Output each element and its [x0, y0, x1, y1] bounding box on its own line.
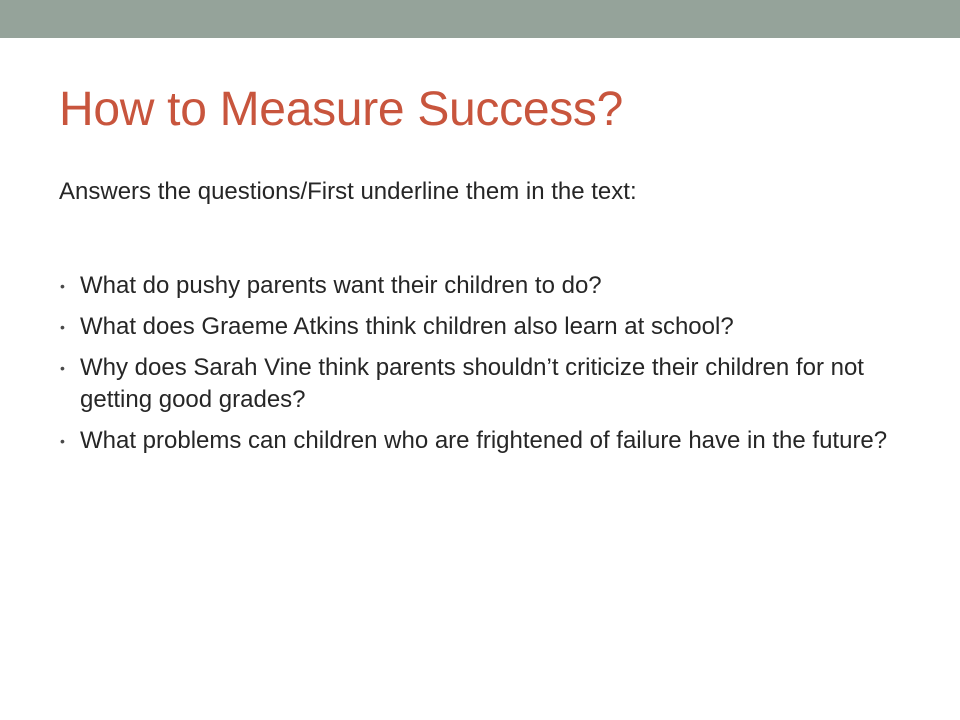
question-text: What do pushy parents want their children to do?: [80, 272, 602, 299]
bullet-dot-icon: •: [60, 278, 65, 294]
question-text: What does Graeme Atkins think children also learn at school?: [80, 313, 734, 340]
bullet-dot-icon: •: [60, 319, 65, 335]
slide-title: How to Measure Success?: [59, 83, 624, 136]
question-item: [59, 425, 909, 457]
top-accent-bar: [0, 0, 960, 38]
question-list: [59, 270, 909, 466]
question-item: [59, 311, 909, 343]
bullet-dot-icon: •: [60, 360, 65, 376]
question-text: What problems can children who are frightened of failure have in the future?: [80, 427, 888, 454]
bullet-dot-icon: •: [60, 433, 65, 449]
question-item: [59, 352, 909, 416]
question-text: Why does Sarah Vine think parents shouldn’t criticize their children for not getting good grades?: [80, 354, 864, 413]
question-item: [59, 270, 909, 302]
slide-intro-text: Answers the questions/First underline them in the text:: [59, 178, 637, 205]
